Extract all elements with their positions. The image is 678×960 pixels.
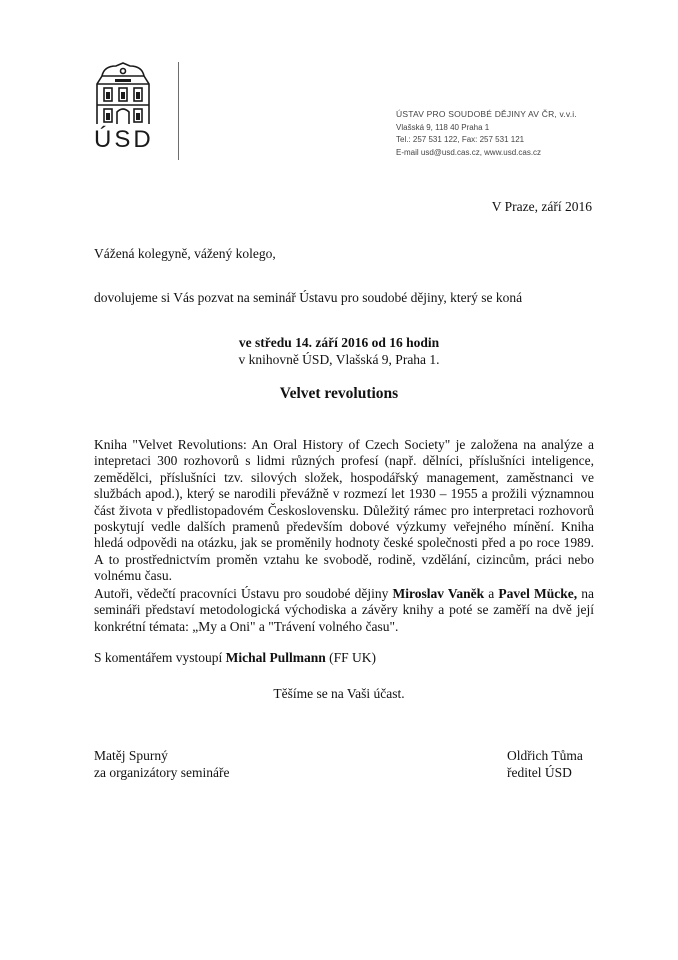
authors-text-b: na semináři představí metodologická východiska a závěry knihy a poté se zaměří na dvě její konkrétní témata: „My a Oni" a "Trávení volného času". (94, 586, 594, 634)
institution-info (396, 108, 577, 159)
author-2: Pavel Mücke, (498, 586, 578, 601)
author-1: Miroslav Vaněk (392, 586, 485, 601)
institution-address: Vlašská 9, 118 40 Praha 1 (396, 122, 490, 132)
signer-right-role: ředitel ÚSD (507, 764, 572, 780)
commentator-name: Michal Pullmann (225, 650, 326, 665)
institution-phone-fax: Tel.: 257 531 122, Fax: 257 531 121 (396, 135, 525, 144)
signature-left (94, 748, 229, 781)
commentator-text-a: S komentářem vystoupí (94, 650, 226, 665)
authors-text-a: Autoři, vědečtí pracovníci Ústavu pro soudobé dějiny (94, 586, 393, 601)
closing-line: Těšíme se na Vaši účast. (273, 686, 405, 701)
event-location: v knihovně ÚSD, Vlašská 9, Praha 1. (238, 351, 440, 367)
building-emblem-icon (94, 62, 152, 126)
event-datetime: ve středu 14. září 2016 od 16 hodin (238, 335, 440, 350)
institution-email-web: E-mail usd@usd.cas.cz, www.usd.cas.cz (396, 147, 542, 157)
logo-text: ÚSD (94, 126, 154, 153)
intro-line: dovolujeme si Vás pozvat na seminář Ústavu pro soudobé dějiny, který se koná (94, 290, 523, 305)
letterhead-divider (178, 62, 179, 160)
institution-name: ÚSTAV PRO SOUDOBÉ DĚJINY AV ČR, v.v.i. (396, 109, 577, 119)
book-description: Kniha "Velvet Revolutions: An Oral History of Czech Society" je založena na analýze a intepretaci 300 rozhovorů s lidmi různých profesí (např. dělníci, příslušníci inteligence, zemědělci, příslušníci tzv. silových složek, hospodářský management, zaměstnanci ve službách apod.), který se narodili převážně v rozmezí let 1930 – 1955 a prožili významnou část života v předlistopadovém Československu. Důležitý rámec pro interpretaci rozhovorů poskytují vedle dalších pramenů především dobové výzkumy veřejného mínění. Kniha hledá odpovědi na otázku, jak se proměnily hodnoty české společnosti před a po roce 1989. A to prostřednictvím proměn vztahu ke svobodě, rodině, vzdělání, cizincům, práci nebo volnému času. (94, 437, 594, 584)
greeting: Vážená kolegyně, vážený kolego, (94, 246, 276, 261)
signature-right (507, 748, 583, 781)
date-place: V Praze, září 2016 (491, 199, 592, 214)
commentator-paragraph (94, 650, 376, 666)
signer-left-name: Matěj Spurný (94, 748, 168, 763)
signer-right-name: Oldřich Tůma (507, 748, 583, 763)
authors-paragraph (94, 586, 594, 635)
signer-left-role: za organizátory semináře (94, 764, 230, 780)
authors-conjunction: a (484, 586, 499, 601)
usd-logo (94, 62, 152, 153)
event-details (0, 335, 678, 368)
commentator-text-b: (FF UK) (325, 650, 377, 665)
seminar-title: Velvet revolutions (279, 385, 399, 402)
